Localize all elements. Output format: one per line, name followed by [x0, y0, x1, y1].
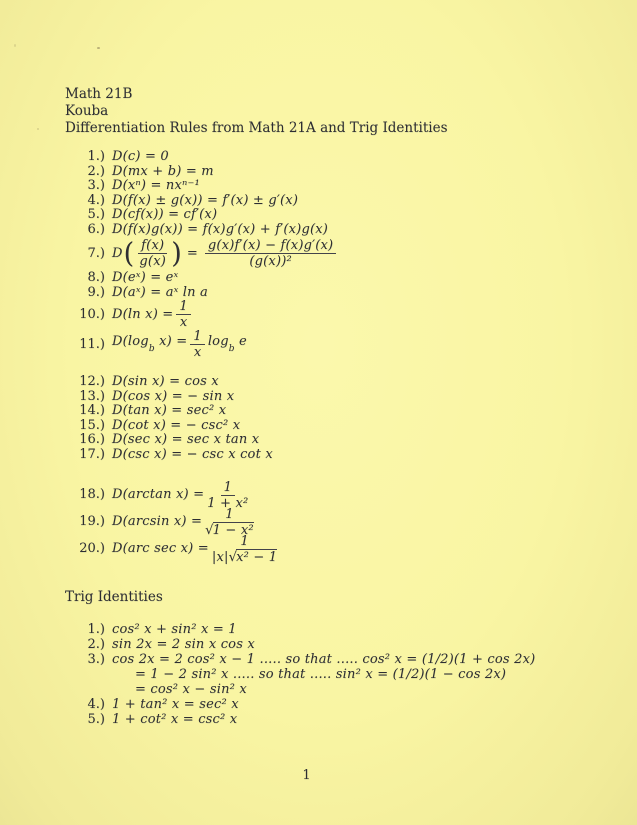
formula: D(cos x) = − sin x: [112, 388, 235, 404]
formula: D(sec x) = sec x tan x: [112, 432, 260, 447]
denominator: x: [179, 315, 188, 331]
fraction: [205, 239, 336, 269]
formula: D(arcsin x) =: [112, 514, 203, 530]
rule-item-9: [65, 286, 597, 301]
item-number: 10.): [79, 306, 105, 322]
trig-item-2: [65, 637, 597, 652]
formula: D(xⁿ) = nxⁿ⁻¹: [112, 178, 200, 193]
fraction: [205, 508, 254, 538]
fraction: [190, 330, 204, 360]
rule-item-16: [65, 433, 597, 448]
item-number: 15.): [79, 417, 105, 433]
section-gap: [65, 360, 597, 375]
trig-identities-list: [65, 622, 597, 727]
item-number: 1.): [87, 622, 105, 637]
formula: D(arc sec x) =: [112, 541, 209, 557]
formula: D(eˣ) = eˣ: [112, 270, 179, 285]
rule-item-19: [65, 506, 597, 538]
item-number: 5.): [87, 712, 105, 727]
rule-item-5: [65, 208, 597, 223]
item-number: 9.): [87, 284, 105, 300]
formula: cos² x + sin² x = 1: [112, 622, 237, 637]
formula: = 1 − 2 sin² x ..... so that ..... sin² x = (1/2)(1 − cos 2x): [135, 667, 507, 682]
log-base-subscript: b: [228, 344, 235, 355]
fraction: [176, 300, 190, 330]
formula: D(tan x) = sec² x: [112, 403, 227, 418]
formula: D(cf(x)) = cf′(x): [112, 207, 218, 222]
formula: D(c) = 0: [112, 149, 169, 164]
scan-speck: [14, 44, 16, 47]
rule-item-14: [65, 404, 597, 419]
trig-item-3-continuation: [65, 667, 597, 682]
radicand: x² − 1: [236, 549, 278, 565]
radicand: 1 − x²: [212, 522, 254, 538]
radical-sign: √: [228, 549, 238, 565]
scan-speck: [97, 47, 100, 49]
fraction: [212, 535, 277, 565]
rule-item-4: [65, 194, 597, 209]
trig-item-1: [65, 622, 597, 637]
item-number: 8.): [87, 270, 105, 285]
numerator: f(x): [138, 239, 167, 254]
item-number: 20.): [79, 541, 105, 557]
numerator: 1: [221, 481, 235, 496]
item-number: 3.): [87, 178, 105, 193]
equals-sign: =: [186, 245, 198, 261]
rule-item-11: [65, 330, 597, 360]
author-name: Kouba: [65, 103, 109, 119]
numerator: 1: [176, 300, 190, 315]
formula: D(arctan x) =: [112, 487, 205, 503]
rule-item-10: [65, 300, 597, 330]
numerator: 1: [237, 535, 251, 550]
fraction: [207, 481, 248, 511]
formula: sin 2x = 2 sin x cos x: [112, 637, 255, 652]
item-number: 19.): [79, 514, 105, 530]
denominator: x: [193, 345, 202, 361]
differentiation-rules-list: [65, 150, 597, 563]
formula: D(ln x) =: [112, 306, 174, 322]
item-number: 4.): [87, 192, 105, 208]
log-base-subscript: b: [148, 344, 155, 355]
item-number: 16.): [79, 432, 105, 447]
numerator: g(x)f′(x) − f(x)g′(x): [205, 239, 336, 254]
denominator: [212, 550, 277, 565]
denominator: (g(x))²: [249, 254, 292, 270]
section-gap: [65, 462, 597, 482]
item-number: 13.): [79, 388, 105, 404]
item-number: 1.): [87, 149, 105, 164]
rule-item-12: [65, 375, 597, 390]
item-number: 14.): [79, 403, 105, 418]
rule-item-13: [65, 390, 597, 405]
rule-item-6: [65, 223, 597, 238]
trig-identities-heading: Trig Identities: [65, 589, 163, 605]
item-number: 2.): [87, 163, 105, 179]
trig-item-3-continuation: [65, 682, 597, 697]
rule-item-15: [65, 419, 597, 434]
formula: D(mx + b) = m: [112, 163, 214, 179]
denominator: g(x): [139, 254, 167, 270]
item-number: 11.): [79, 336, 105, 352]
trig-item-5: [65, 712, 597, 727]
course-title: Math 21B: [65, 86, 133, 102]
denominator: 1 + x²: [207, 495, 249, 511]
trig-item-3: [65, 652, 597, 667]
item-number: 2.): [87, 637, 105, 652]
formula: D(cot x) = − csc² x: [112, 417, 241, 433]
formula: = cos² x − sin² x: [135, 682, 247, 697]
rule-item-2: [65, 165, 597, 180]
rule-item-1: [65, 150, 597, 165]
rule-item-8: [65, 271, 597, 286]
rule-item-7: 7.) D ( $\frac{f(x)}{g(x)}$ ) = $\frac{g(x)f'(x) - f(x)g'(x)}{\text{(g(x))²}}$: [65, 237, 597, 271]
numerator: 1: [222, 508, 236, 523]
item-number: 6.): [87, 221, 105, 237]
rule-item-17: [65, 448, 597, 463]
numerator: 1: [190, 330, 204, 345]
formula: $D(\log_b$ x) =: [112, 334, 188, 355]
trig-item-4: [65, 697, 597, 712]
formula: $\log_b e$: [207, 334, 247, 355]
rule-item-20: [65, 533, 597, 565]
fraction: [138, 239, 167, 269]
formula: D(f(x) ± g(x)) = f′(x) ± g′(x): [112, 192, 299, 208]
scan-speck: [37, 128, 39, 130]
item-number: 4.): [87, 697, 105, 712]
item-number: 18.): [79, 487, 105, 503]
item-number: 17.): [79, 446, 105, 462]
absolute-value: |x|: [211, 549, 229, 565]
rule-item-18: [65, 479, 597, 511]
formula: D(csc x) = − csc x cot x: [112, 446, 273, 462]
page-number: 1: [302, 768, 311, 783]
formula: D(aˣ) = aˣ ln a: [112, 284, 208, 300]
radical-sign: √: [205, 522, 214, 538]
document-title: Differentiation Rules from Math 21A and Trig Identities: [65, 120, 448, 136]
item-number: 7.): [87, 245, 105, 261]
item-number: 12.): [79, 374, 105, 389]
item-number: 3.): [87, 652, 105, 667]
formula: D(f(x)g(x)) = f(x)g′(x) + f′(x)g(x): [112, 221, 329, 237]
formula: D: [112, 245, 123, 261]
formula: 1 + cot² x = csc² x: [112, 712, 238, 727]
formula: D(sin x) = cos x: [112, 374, 219, 389]
item-number: 5.): [87, 207, 105, 222]
rule-item-3: [65, 179, 597, 194]
formula: cos 2x = 2 cos² x − 1 ..... so that ..... cos² x = (1/2)(1 + cos 2x): [112, 652, 536, 667]
formula: 1 + tan² x = sec² x: [112, 697, 239, 712]
document-header: [65, 86, 597, 137]
